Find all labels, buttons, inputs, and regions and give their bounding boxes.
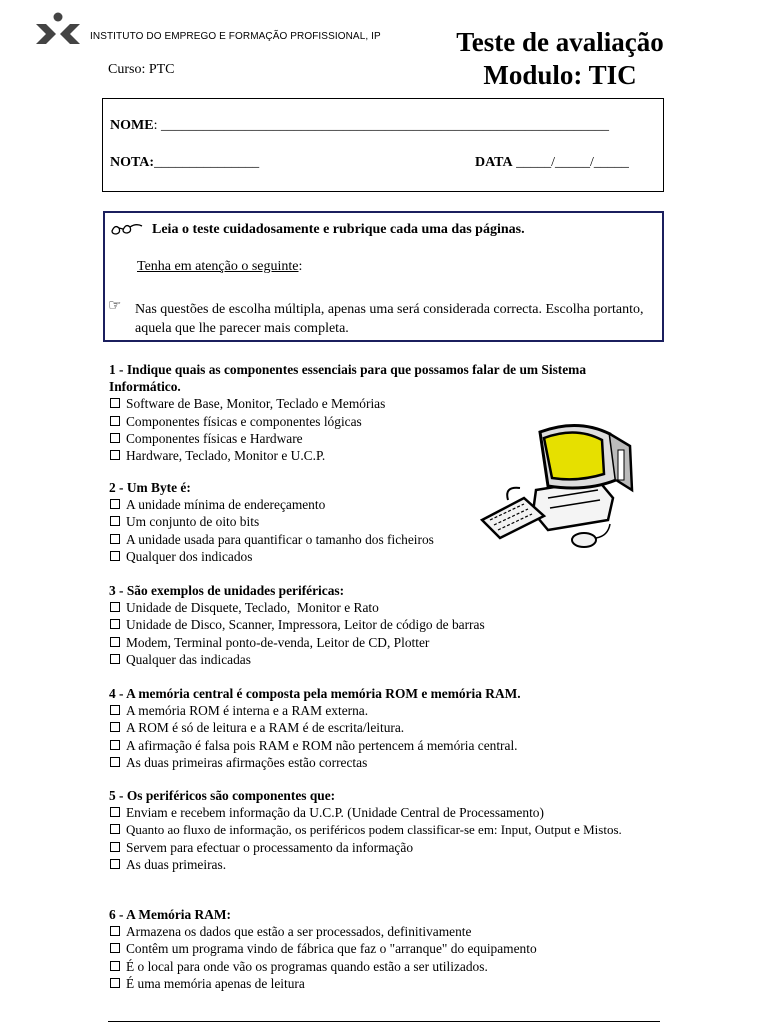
checkbox[interactable] (110, 602, 120, 612)
attention-text (137, 259, 302, 275)
option[interactable] (109, 975, 537, 992)
name-field[interactable] (110, 118, 609, 134)
organization-name: INSTITUTO DO EMPREGO E FORMAÇÃO PROFISSIONAL, IP (90, 31, 381, 42)
attention-label: Tenha em atenção o seguinte (137, 259, 299, 274)
option-label: Componentes físicas e Hardware (126, 430, 303, 446)
checkbox[interactable] (110, 534, 120, 544)
footer-divider (108, 1021, 660, 1022)
option[interactable] (109, 513, 434, 530)
question-title: 6 - A Memória RAM: (109, 907, 231, 922)
computer-illustration (478, 420, 638, 550)
grade-line[interactable]: _______________ (154, 155, 260, 170)
option[interactable] (109, 940, 537, 957)
checkbox[interactable] (110, 842, 120, 852)
option[interactable] (109, 821, 622, 838)
option-label: Quanto ao fluxo de informação, os periféricos podem classificar-se em: Input, Output e Mistos. (126, 822, 622, 838)
grade-field[interactable] (110, 155, 259, 171)
checkbox[interactable] (110, 499, 120, 509)
date-line[interactable]: _____/_____/_____ (512, 155, 629, 170)
option-label: A unidade usada para quantificar o tamanho dos ficheiros (126, 531, 434, 547)
question-title: 3 - São exemplos de unidades periféricas: (109, 583, 345, 598)
option-label: Enviam e recebem informação da U.C.P. (Unidade Central de Processamento) (126, 805, 544, 821)
option[interactable] (109, 599, 485, 616)
option[interactable] (109, 804, 622, 821)
question-title: 1 - Indique quais as componentes essenciais para que possamos falar de um Sistema Informático. (109, 362, 587, 395)
question-3 (109, 582, 485, 668)
question-title: 4 - A memória central é composta pela memória ROM e memória RAM. (109, 686, 521, 701)
option[interactable] (109, 702, 521, 719)
checkbox[interactable] (110, 824, 120, 834)
option[interactable] (109, 616, 485, 633)
identity-box (102, 98, 664, 192)
option-label: Contêm um programa vindo de fábrica que faz o "arranque" do equipamento (126, 941, 537, 957)
option[interactable] (109, 719, 521, 736)
option-label: As duas primeiras. (126, 856, 227, 872)
option-label: É uma memória apenas de leitura (126, 975, 305, 991)
checkbox[interactable] (110, 416, 120, 426)
checkbox[interactable] (110, 926, 120, 936)
checkbox[interactable] (110, 619, 120, 629)
checkbox[interactable] (110, 433, 120, 443)
option-label: É o local para onde vão os programas quando estão a ser utilizados. (126, 958, 488, 974)
checkbox[interactable] (110, 398, 120, 408)
option[interactable] (109, 923, 537, 940)
note-text: Nas questões de escolha múltipla, apenas uma será considerada correcta. Escolha portanto, aquela que lhe parecer mais completa. (135, 302, 644, 336)
checkbox[interactable] (110, 551, 120, 561)
option[interactable] (109, 754, 521, 771)
option-label: A memória ROM é interna e a RAM externa. (126, 703, 369, 719)
option[interactable] (109, 548, 434, 565)
question-6 (109, 906, 537, 992)
option[interactable] (109, 958, 537, 975)
option-label: Componentes físicas e componentes lógicas (126, 413, 362, 429)
option-label: Unidade de Disco, Scanner, Impressora, Leitor de código de barras (126, 617, 485, 633)
option-label: Modem, Terminal ponto-de-venda, Leitor de CD, Plotter (126, 634, 430, 650)
option-label: Hardware, Teclado, Monitor e U.C.P. (126, 448, 326, 464)
option-label: Unidade de Disquete, Teclado, Monitor e Rato (126, 600, 379, 616)
name-label: NOME (110, 118, 154, 133)
question-5 (109, 787, 622, 873)
checkbox[interactable] (110, 757, 120, 767)
option-label: A ROM é só de leitura e a RAM é de escrita/leitura. (126, 720, 405, 736)
checkbox[interactable] (110, 943, 120, 953)
option-label: Qualquer dos indicados (126, 548, 253, 564)
option[interactable] (109, 634, 485, 651)
checkbox[interactable] (110, 740, 120, 750)
module-title: Modulo: TIC (483, 60, 637, 90)
checkbox[interactable] (110, 450, 120, 460)
name-line[interactable]: : ________________________________________________________________ (153, 118, 609, 133)
pointing-hand-icon: ☞ (108, 298, 122, 314)
instruction-text: Leia o teste cuidadosamente e rubrique cada uma das páginas. (152, 222, 525, 237)
question-4 (109, 685, 521, 771)
checkbox[interactable] (110, 978, 120, 988)
option-label: Servem para efectuar o processamento da informação (126, 839, 414, 855)
glasses-icon (111, 222, 143, 236)
checkbox[interactable] (110, 961, 120, 971)
grade-label: NOTA: (110, 155, 155, 170)
option-label: Software de Base, Monitor, Teclado e Memórias (126, 396, 386, 412)
option[interactable] (109, 737, 521, 754)
page-title: Teste de avaliação (456, 27, 664, 57)
checkbox[interactable] (110, 807, 120, 817)
option-label: A unidade mínima de endereçamento (126, 497, 326, 513)
option[interactable] (109, 531, 434, 548)
option[interactable] (109, 395, 629, 412)
option[interactable] (109, 856, 622, 873)
question-title: 5 - Os periféricos são componentes que: (109, 788, 336, 803)
option-label: As duas primeiras afirmações estão correctas (126, 754, 368, 770)
checkbox[interactable] (110, 654, 120, 664)
date-label: DATA (475, 155, 513, 170)
option-label: Armazena os dados que estão a ser processados, definitivamente (126, 924, 472, 940)
option[interactable] (109, 839, 622, 856)
option[interactable] (109, 651, 485, 668)
date-field[interactable] (475, 155, 629, 171)
checkbox[interactable] (110, 705, 120, 715)
option-label: Qualquer das indicadas (126, 651, 251, 667)
course-label: Curso: PTC (108, 62, 175, 77)
question-title: 2 - Um Byte é: (109, 480, 191, 495)
checkbox[interactable] (110, 516, 120, 526)
option-label: Um conjunto de oito bits (126, 514, 260, 530)
attention-colon: : (298, 259, 303, 274)
option[interactable] (109, 496, 434, 513)
checkbox[interactable] (110, 859, 120, 869)
question-2 (109, 479, 434, 565)
option-label: A afirmação é falsa pois RAM e ROM não pertencem á memória central. (126, 737, 518, 753)
checkbox[interactable] (110, 722, 120, 732)
logo-icon (34, 12, 82, 46)
checkbox[interactable] (110, 637, 120, 647)
